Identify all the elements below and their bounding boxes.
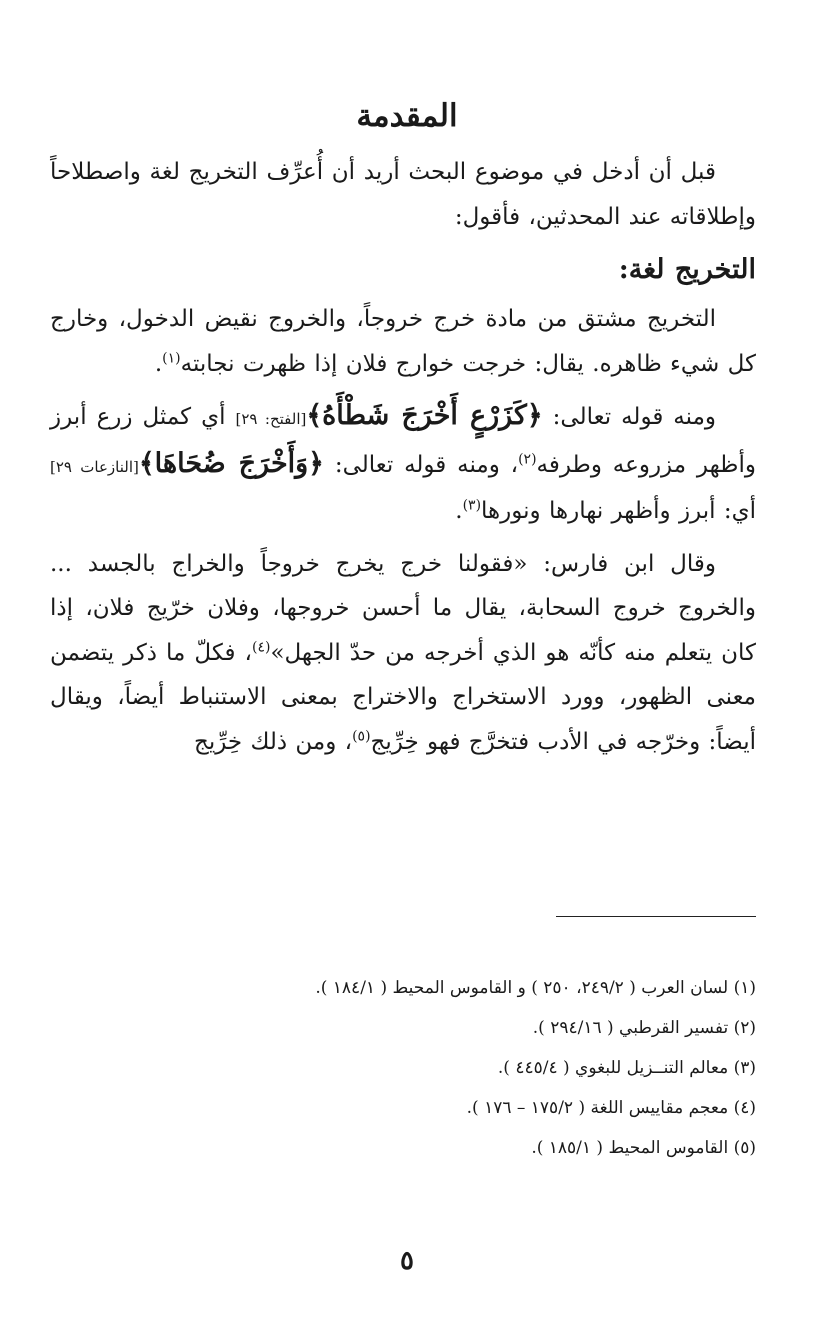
quran-verse-1: ﴿كَزَرْعٍ أَخْرَجَ شَطْأَهُ﴾ [306,400,543,431]
footnote-5: (٥) القاموس المحيط ( ١٨٥/١ ). [531,1138,756,1158]
footnote-marker-1: (١) [162,349,181,366]
footnote-marker-2: (٢) [518,450,537,467]
footnote-marker-5: (٥) [352,727,371,744]
footnote-marker-3: (٣) [462,497,482,514]
paragraph-text: أي كمثل زرع أبرز وأظهر مزروعه وطرفه [50,404,756,478]
intro-paragraph: قبل أن أدخل في موضوع البحث أريد أن أُعرِّف التخريج لغة واصطلاحاً وإطلاقاته عند المحدثين، فأقول: [50,159,756,230]
paragraph-quran [50,394,756,534]
paragraph-text: وقال ابن فارس: «فقولنا خرج يخرج خروجاً والخراج بالجسد ... والخروج خروج السحابة، يقال ما أحسن خروجها، وفلان خرّيج فلان، إذا كان يتعلم منه كأنّه هو الذي أخرجه من حدّ الجهل» [50,550,756,666]
verse-reference-1: [الفتح: ٢٩] [235,410,307,428]
paragraph-text: ، ومنه قوله تعالى: [324,451,519,478]
main-text [50,150,756,764]
footnote-4: (٤) معجم مقاييس اللغة ( ١٧٥/٢ – ١٧٦ ). [466,1098,756,1118]
paragraph-text: التخريج مشتق من مادة خرج خروجاً، والخروج نقيض الدخول، وخارج كل شيء ظاهره. يقال: خرجت خوارج فلان إذا ظهرت نجابته [50,306,756,377]
footnote-2: (٢) تفسير القرطبي ( ٢٩٤/١٦ ). [532,1018,756,1038]
footnotes [50,968,756,1168]
paragraph-linguistic [50,297,756,386]
footnote-1: (١) لسان العرب ( ٢٤٩/٢، ٢٥٠ ) و القاموس المحيط ( ١٨٤/١ ). [315,978,756,998]
paragraph-text: ، فكلّ ما ذكر يتضمن معنى الظهور، وورد الاستخراج والاختراج بمعنى الاستنباط أيضاً، ويقال أيضاً: وخرّجه في الأدب فتخرَّج فهو خِرِّيج [50,639,756,755]
paragraph-text: أي: أبرز وأظهر نهارها ونورها [481,498,756,524]
page-title: المقدمة [356,98,458,134]
page-number: ٥ [400,1246,414,1276]
quran-verse-2: ﴿وَأَخْرَجَ ضُحَاهَا﴾ [138,447,324,479]
footnote-divider [556,916,756,917]
paragraph-text: . [154,350,163,377]
paragraph-text: ومنه قوله تعالى: [542,404,716,430]
paragraph-ibn-faris [50,542,756,765]
verse-reference-2: [النازعات ٢٩] [50,457,139,476]
footnote-marker-4: (٤) [251,638,271,655]
footnote-3: (٣) معالم التنــزيل للبغوي ( ٤٤٥/٤ ). [497,1058,756,1078]
section-heading: التخريج لغة: [618,254,756,285]
paragraph-text: ، ومن ذلك خِرِّيج [193,728,353,755]
paragraph-text: . [455,498,463,524]
